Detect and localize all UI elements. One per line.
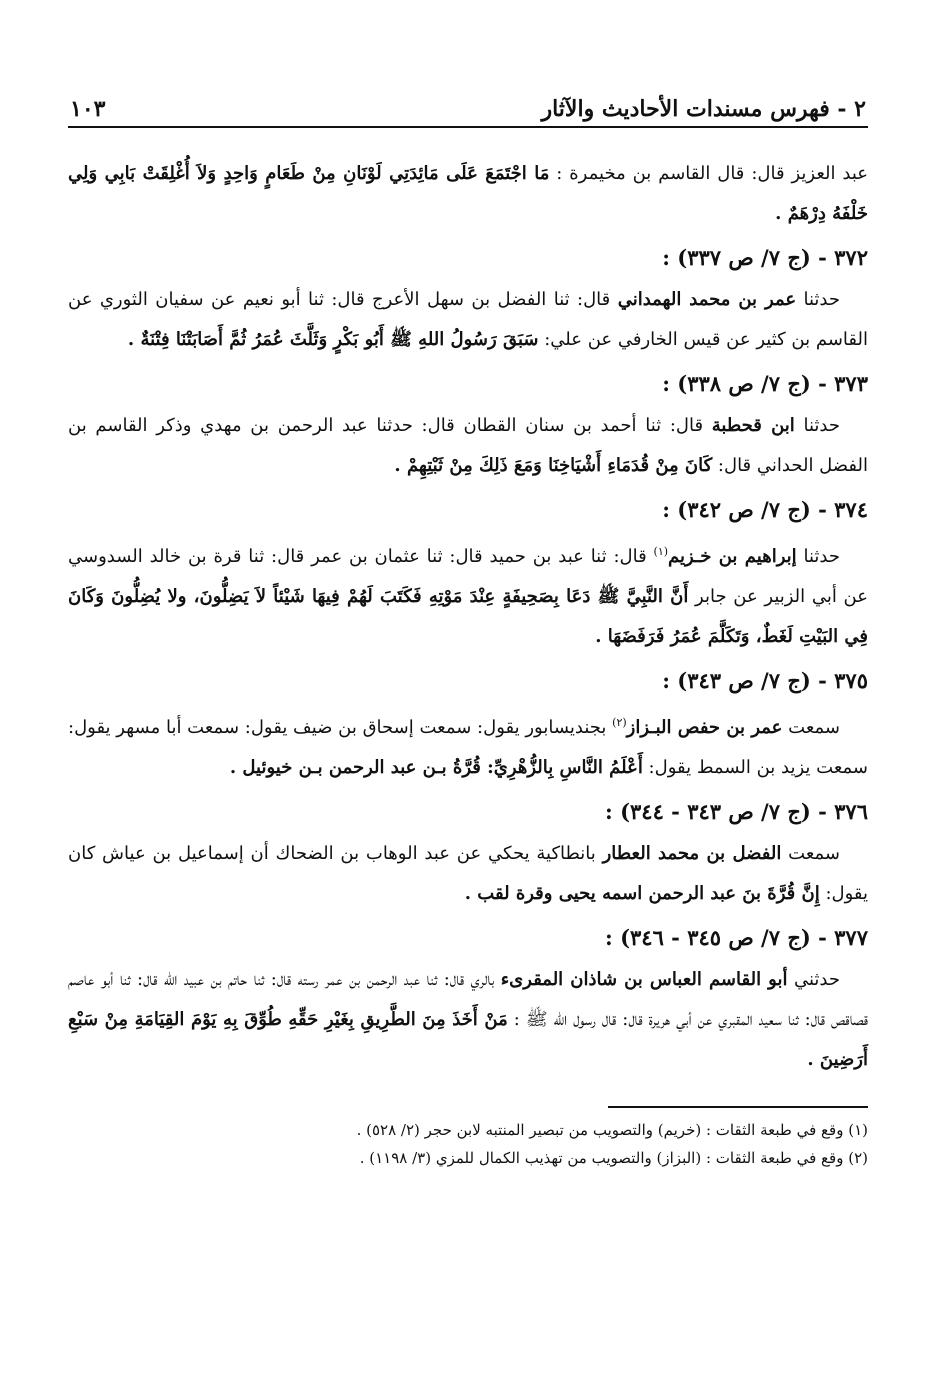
entry-text: بالري قال: ثنا عبد الرحمن بن عمر رسته قال: ثنا حاتم بن عبيد الله قال: ثنا أبو عاصم قصاقص قال: ثنا سعيد المقبري عن أبي هريرة قال: قال رسول الله ﷺ : <box>68 969 868 1030</box>
entry-text: قال: ثنا أحمد بن سنان القطان قال: حدثنا عبد الرحمن بن مهدي وذكر القاسم بن الفضل الحداني قال: <box>68 415 868 476</box>
entry-paragraph <box>68 960 868 1080</box>
entry-paragraph <box>68 834 868 914</box>
entry-heading: ٣٧٥ - (ج ٧/ ص ٣٤٣) : <box>662 668 868 693</box>
entry-heading: ٣٧٧ - (ج ٧/ ص ٣٤٥ - ٣٤٦) : <box>605 925 868 950</box>
entry-pre: حدثني <box>787 969 840 990</box>
entry-paragraph <box>68 532 868 657</box>
entry-pre: سمعت <box>781 843 840 864</box>
entry-pre: حدثنا <box>794 415 840 436</box>
page-number: ١٠٣ <box>70 96 106 122</box>
entry-heading: ٣٧٣ - (ج ٧/ ص ٣٣٨) : <box>662 371 868 396</box>
entry-pre: سمعت <box>782 717 840 738</box>
continuation-hadith: مَا اجْتَمَعَ عَلَى مَائِدَتِي لَوْنَانِ مِنْ طَعَامٍ وَاحِدٍ وَلاَ أُغْلِقَتْ بَابِي وَلِي خَلْفَهُ دِرْهَمٌ . <box>68 163 868 224</box>
entry-hadith: أَعْلَمُ النَّاسِ بِالزُّهْرِيِّ: قُرَّةُ بـن عبد الرحمن بـن خيوئيل . <box>229 757 643 778</box>
entry-text: قال: ثنا الفضل بن سهل الأعرج قال: ثنا أبو نعيم عن سفيان الثوري عن القاسم بن كثير عن قيس الخارفي عن علي: <box>68 289 868 350</box>
entry-pre: حدثنا <box>796 546 840 567</box>
entry-text: بجنديسابور يقول: سمعت إسحاق بن ضيف يقول: سمعت أبا مسهر يقول: سمعت يزيد بن السمط يقول: <box>68 717 868 778</box>
footnote: (٢) وقع في طبعة الثقات : (البزاز) والتصويب من تهذيب الكمال للمزي (٣/ ١١٩٨) . <box>359 1149 868 1167</box>
entry-paragraph <box>68 406 868 486</box>
entry-heading: ٣٧٤ - (ج ٧/ ص ٣٤٢) : <box>662 497 868 522</box>
footnote-divider <box>608 1106 868 1108</box>
header-title: ٢ - فهرس مسندات الأحاديث والآثار <box>541 96 866 122</box>
entry-hadith: مَنْ أَخَذَ مِنَ الطَّرِيقِ بِغَيْرِ حَقِّهِ طُوِّقَ بِهِ يَوْمَ القِيَامَةِ مِنْ سَبْعِ أَرَضِينَ . <box>68 1009 868 1070</box>
entry-text: قال: ثنا عبد بن حميد قال: ثنا عثمان بن عمر قال: ثنا قرة بن خالد السدوسي عن أبي الزبير عن جابر <box>68 546 868 607</box>
entry <box>68 362 868 486</box>
footnote: (١) وقع في طبعة الثقات : (خريم) والتصويب من تبصير المنتبه لابن حجر (٢/ ٥٢٨) . <box>356 1121 868 1139</box>
footnote-ref[interactable]: (١) <box>653 545 669 558</box>
narrator-name: أبو القاسم العباس بن شاذان المقرىء <box>500 969 788 990</box>
narrator-name: ابن قحطبة <box>711 415 795 436</box>
entry-text: بانطاكية يحكي عن عبد الوهاب بن الضحاك أن إسماعيل بن عياش كان يقول: <box>68 843 868 904</box>
continuation-text: عبد العزيز قال: قال القاسم بن مخيمرة : <box>549 163 868 184</box>
narrator-name: الفضل بن محمد العطار <box>602 843 782 864</box>
entry-hadith: كَانَ مِنْ قُدَمَاءِ أَشْيَاخِنَا وَمَعَ ذَلِكَ مِنْ ثَبْتِهِمْ . <box>394 455 713 476</box>
entry-paragraph <box>68 703 868 788</box>
page-content <box>68 154 868 1080</box>
entry-paragraph <box>68 280 868 360</box>
entry-hadith: سَبَقَ رَسُولُ اللهِ ﷺ أَبُو بَكْرٍ وَثَلَّثَ عُمَرُ ثُمَّ أَصَابَتْنَا فِتْنَةٌ . <box>127 329 539 350</box>
entry <box>68 488 868 657</box>
continuation-paragraph <box>68 154 868 234</box>
entry-hadith: أَنَّ النَّبِيَّ ﷺ دَعَا بِصَحِيفَةٍ عِنْدَ مَوْتِهِ فَكَتَبَ لَهُمْ فِيهَا شَيْئاً لاَ يَضِلُّونَ، ولا يُضِلُّونَ وَكَانَ فِي البَيْتِ لَغَطٌ، وَتَكَلَّمَ عُمَرُ فَرَفَضَهَا . <box>68 586 868 647</box>
entry <box>68 659 868 788</box>
entry-heading: ٣٧٢ - (ج ٧/ ص ٣٣٧) : <box>662 245 868 270</box>
footnote-ref[interactable]: (٢) <box>612 716 627 729</box>
narrator-name: عمر بن محمد الهمداني <box>617 289 797 310</box>
narrator-name: عمر بن حفص البـزاز <box>626 717 783 738</box>
entry-hadith: إِنَّ قُرَّةَ بنَ عبد الرحمن اسمه يحيى وقرة لقب . <box>464 883 820 904</box>
entry <box>68 916 868 1080</box>
entry-pre: حدثنا <box>796 289 840 310</box>
running-header <box>68 88 868 128</box>
entry-heading: ٣٧٦ - (ج ٧/ ص ٣٤٣ - ٣٤٤) : <box>605 799 868 824</box>
entry <box>68 236 868 360</box>
book-page <box>68 88 868 1172</box>
entry <box>68 790 868 914</box>
footnotes <box>68 1116 868 1172</box>
narrator-name: إبراهيم بن خـزيم <box>668 546 797 567</box>
